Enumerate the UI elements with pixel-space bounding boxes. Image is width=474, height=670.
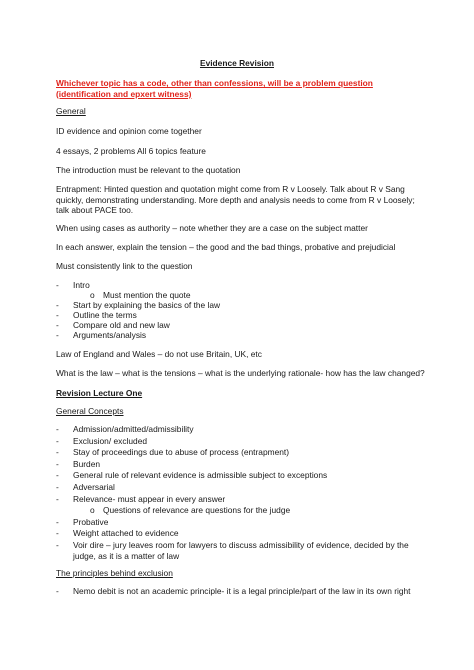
- list-item: Voir dire – jury leaves room for lawyers to discuss admissibility of evidence, decided by the judge, as it is a matter of law: [73, 540, 409, 561]
- list-item: Probative: [73, 517, 109, 527]
- list-item: Weight attached to evidence: [73, 528, 179, 538]
- bullet-marker: -: [56, 447, 59, 457]
- bullet-marker: -: [56, 330, 59, 340]
- list-item: Relevance- must appear in every answer: [73, 494, 226, 504]
- principles-heading: The principles behind exclusion: [56, 568, 173, 578]
- general-paragraph-8: Law of England and Wales – do not use Britain, UK, etc: [56, 349, 262, 359]
- list-item: Compare old and new law: [73, 320, 170, 330]
- sub-bullet-marker: o: [90, 505, 95, 515]
- general-paragraph-1: ID evidence and opinion come together: [56, 126, 202, 136]
- list-item: Nemo debit is not an academic principle- it is a legal principle/part of the law in its own right: [73, 586, 411, 596]
- general-paragraph-5: When using cases as authority – note whether they are a case on the subject matter: [56, 223, 368, 233]
- list-item: General rule of relevant evidence is admissible subject to exceptions: [73, 470, 328, 480]
- bullet-marker: -: [56, 459, 59, 469]
- general-paragraph-2: 4 essays, 2 problems All 6 topics feature: [56, 146, 206, 156]
- bullet-marker: -: [56, 528, 59, 538]
- exam-warning: Whichever topic has a code, other than confessions, will be a problem question (identification and epxert witness): [56, 78, 373, 99]
- general-heading: General: [56, 106, 86, 116]
- list-item: Stay of proceedings due to abuse of process (entrapment): [73, 447, 290, 457]
- general-concepts-heading: General Concepts: [56, 406, 124, 416]
- sub-list-item: Must mention the quote: [103, 290, 191, 300]
- bullet-marker: -: [56, 424, 59, 434]
- general-paragraph-7: Must consistently link to the question: [56, 261, 193, 271]
- bullet-marker: -: [56, 280, 59, 290]
- bullet-marker: -: [56, 320, 59, 330]
- general-paragraph-6: In each answer, explain the tension – the good and the bad things, probative and prejudicial: [56, 242, 396, 252]
- lecture-heading: Revision Lecture One: [56, 388, 143, 398]
- bullet-marker: -: [56, 586, 59, 596]
- list-item: Burden: [73, 459, 101, 469]
- bullet-marker: -: [56, 470, 59, 480]
- bullet-marker: -: [56, 494, 59, 504]
- list-item: Admission/admitted/admissibility: [73, 424, 194, 434]
- sub-bullet-marker: o: [90, 290, 95, 300]
- general-paragraph-entrapment: Entrapment: Hinted question and quotation might come from R v Loosely. Talk about R v Sang quickly, demonstrating understanding. More depth and analysis needs to come from R v Loosely; talk about PACE too.: [56, 184, 415, 215]
- general-paragraph-3: The introduction must be relevant to the quotation: [56, 165, 241, 175]
- bullet-marker: -: [56, 436, 59, 446]
- bullet-marker: -: [56, 482, 59, 492]
- sub-list-item: Questions of relevance are questions for the judge: [103, 505, 291, 515]
- list-item: Exclusion/ excluded: [73, 436, 148, 446]
- list-item: Start by explaining the basics of the law: [73, 300, 221, 310]
- bullet-marker: -: [56, 540, 59, 550]
- bullet-marker: -: [56, 300, 59, 310]
- bullet-marker: -: [56, 310, 59, 320]
- list-item: Adversarial: [73, 482, 115, 492]
- list-item: Outline the terms: [73, 310, 137, 320]
- list-item: Arguments/analysis: [73, 330, 147, 340]
- list-item: Intro: [73, 280, 90, 290]
- document-title: Evidence Revision: [199, 58, 274, 68]
- general-paragraph-9: What is the law – what is the tensions – what is the underlying rationale- how has the law changed?: [56, 368, 425, 378]
- bullet-marker: -: [56, 517, 59, 527]
